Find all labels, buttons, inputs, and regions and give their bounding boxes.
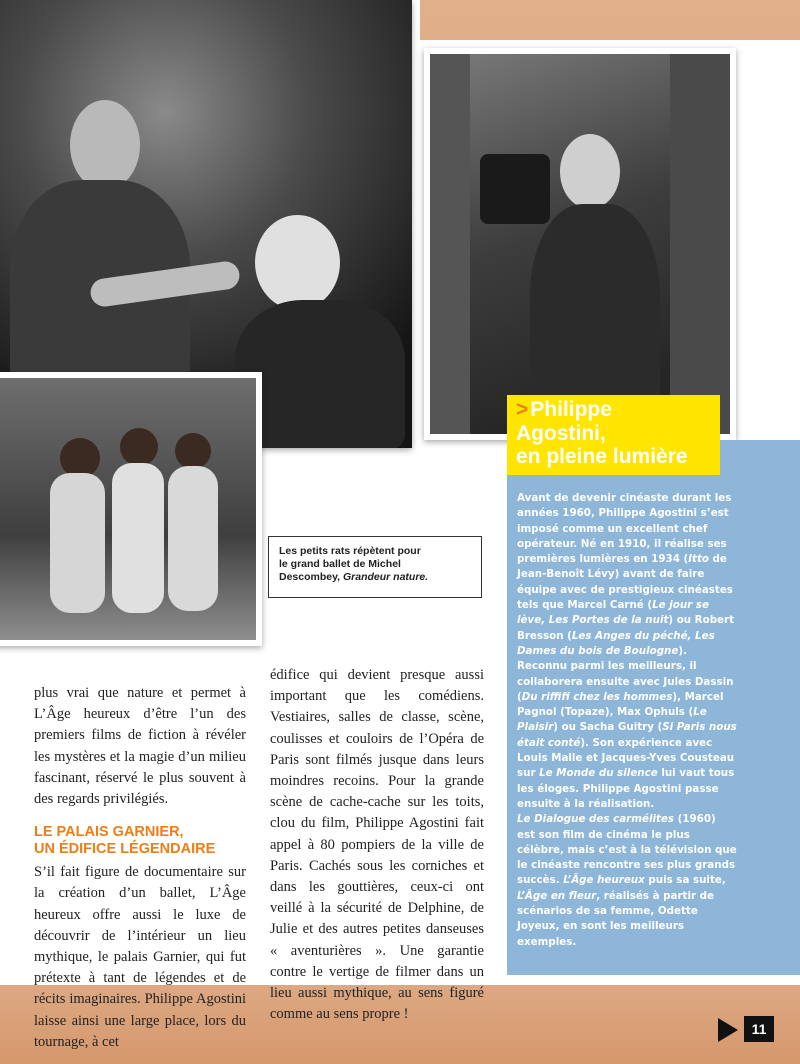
article-paragraph: plus vrai que nature et permet à L’Âge heureux d’être l’un des premiers films de fiction à révéler les mystères et la magie d’un milieu fascinant, réservé le plus souvent à des regards privilégiés. bbox=[34, 685, 246, 808]
page-number: 11 bbox=[744, 1016, 774, 1042]
caption-line: le grand ballet de Michel bbox=[279, 558, 401, 570]
article-column-2 bbox=[270, 665, 484, 1025]
article-paragraph: édifice qui devient presque aussi important que les comédiens. Vestiaires, salles de classe, scène, coulisses et couloirs de l’Opéra de Paris sont filmés jusque dans leurs moindres recoins. Pour la grande scène de cache-cache sur les toits, clou du film, Philippe Agostini fait appel à 80 pompiers de la ville de Paris. Cachés sous les corniches et dans les gouttières, ceux-ci ont veillé à la sécurité de Delphine, de Julie et des autres petites danseuses « aventurières ». Une garantie contre le vertige de filmer dans un lieu aussi mythique, au sens figuré comme au sens propre ! bbox=[270, 667, 484, 1023]
article-column-1 bbox=[34, 683, 246, 1053]
sidebar-title: >Philippe Agostini, en pleine lumière bbox=[516, 398, 688, 468]
photo-agostini-camera bbox=[424, 48, 736, 440]
caption-line: Les petits rats répètent pour bbox=[279, 545, 421, 557]
article-paragraph: S’il fait figure de documentaire sur la création d’un ballet, L’Âge heureux offre aussi le luxe de découvrir de l’intérieur un lieu mythique, le palais Garnier, qui fut prétexte à tant de légendes et de récits imaginaires. Philippe Agostini laisse ainsi une large place, lors du tournage, à cet bbox=[34, 864, 246, 1050]
section-heading: LE PALAIS GARNIER, UN ÉDIFICE LÉGENDAIRE bbox=[34, 824, 216, 858]
arrow-icon: > bbox=[516, 398, 529, 421]
page-arrow-icon bbox=[718, 1018, 738, 1042]
caption-line: Descombey, Grandeur nature. bbox=[279, 571, 429, 583]
photo-caption bbox=[268, 536, 482, 598]
sidebar-text: Avant de devenir cinéaste durant les années 1960, Philippe Agostini s’est imposé comme un excellent chef opérateur. Né en 1910, il réalise ses premières lumières en 1934 (Itto de Jean-Benoît Lévy) avant de faire équipe avec de prestigieux cinéastes tels que Marcel Carné (Le jour se lève, Les Portes de la nuit) ou Robert Bresson (Les Anges du péché, Les Dames du bois de Boulogne). Reconnu parmi les meilleurs, il collaborera ensuite avec Jules Dassin (Du riffifi chez les hommes), Marcel Pagnol (Topaze), Max Ophuls (Le Plaisir) ou Sacha Guitry (Si Paris nous était conté). Son expérience avec Louis Malle et Jacques-Yves Cousteau sur Le Monde du silence lui vaut tous les éloges. Philippe Agostini passe ensuite à la réalisation. Le Dialogue des carmélites (1960) est son film de cinéma le plus célèbre, mais c’est à la télévision que le cinéaste rencontre ses plus grands succès. L’Âge heureux puis sa suite, L’Âge en fleur, réalisés à partir de scénarios de sa femme, Odette Joyeux, en sont les meilleurs exemples. bbox=[517, 492, 737, 948]
photo-young-dancers bbox=[0, 372, 262, 646]
